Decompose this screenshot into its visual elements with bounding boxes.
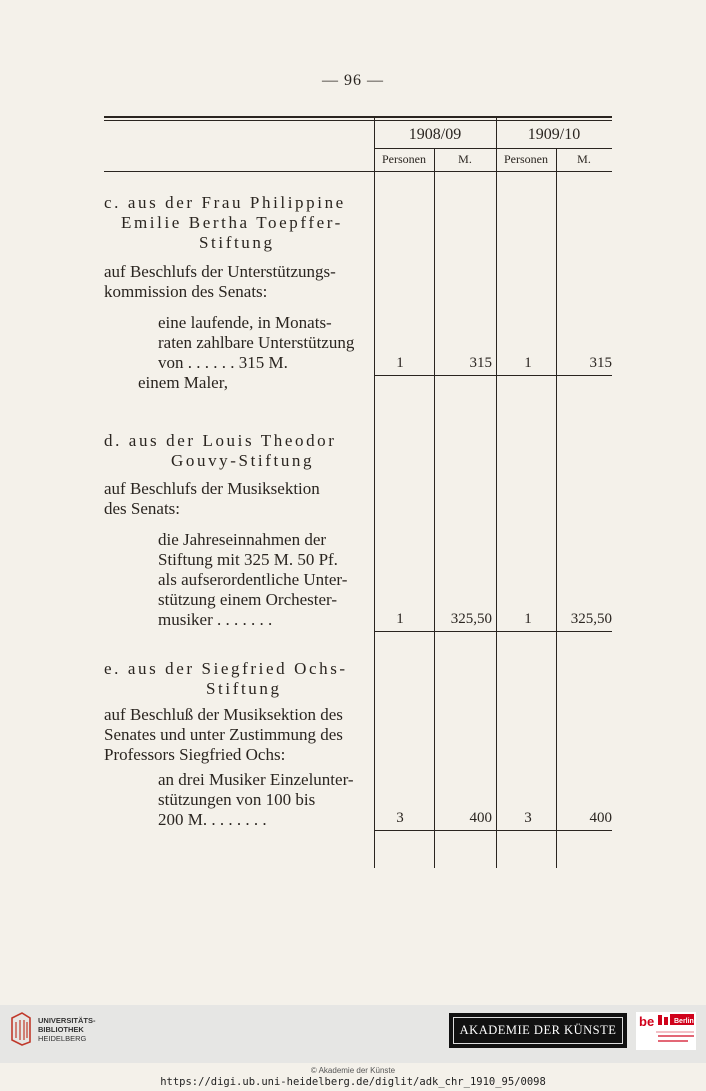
page-number: — 96 — — [322, 72, 384, 89]
entry-c-heading-2: Emilie Bertha Toepffer- — [121, 213, 343, 232]
entry-e-persons-1908: 3 — [396, 810, 404, 826]
entry-d-detail-5: musiker . . . . . . . — [158, 610, 273, 629]
entry-c-detail-3: von . . . . . . 315 M. — [158, 353, 288, 372]
entry-c-basis-1: auf Beschlufs der Unterstützungs- — [104, 262, 336, 281]
entry-e-basis-3: Professors Siegfried Ochs: — [104, 745, 286, 764]
column-year-1909: 1909/10 — [527, 126, 581, 143]
library-line-2: BIBLIOTHEK — [38, 1025, 84, 1034]
akademie-logo[interactable] — [449, 1013, 627, 1048]
entry-d-heading-1: d. aus der Louis Theodor — [104, 431, 337, 450]
entry-e-amount-1908: 400 — [469, 810, 492, 826]
vline-year-split — [496, 118, 497, 868]
entry-e-basis-1: auf Beschluß der Musiksektion des — [104, 705, 343, 724]
entry-c-heading-1: c. aus der Frau Philippine — [104, 193, 346, 212]
entry-d-amount-1908: 325,50 — [450, 611, 492, 627]
svg-text:be: be — [639, 1014, 655, 1029]
entry-c-heading-3: Stiftung — [199, 233, 275, 252]
vline-main — [374, 118, 375, 868]
entry-c-detail-2: raten zahlbare Unterstützung — [158, 333, 355, 352]
entry-e-detail-1: an drei Musiker Einzelunter- — [158, 770, 354, 789]
akademie-logo-text: AKADEMIE DER KÜNSTE — [453, 1017, 623, 1044]
entry-e-persons-1909: 3 — [524, 810, 532, 826]
document-url[interactable]: https://digi.ub.uni-heidelberg.de/diglit/adk_chr_1910_95/0098 — [160, 1076, 546, 1088]
entry-d-sum-rule — [374, 631, 612, 632]
entry-c-amount-1909: 315 — [589, 355, 612, 371]
subheader-personen-2: Personen — [504, 152, 548, 166]
entry-d-persons-1908: 1 — [396, 611, 404, 627]
header-underline — [374, 148, 612, 149]
entry-e-basis-2: Senates und unter Zustimmung des — [104, 725, 343, 744]
library-logo-icon[interactable] — [10, 1012, 32, 1046]
entry-e-detail-3: 200 M. . . . . . . . — [158, 810, 267, 829]
entry-d-basis-1: auf Beschlufs der Musiksektion — [104, 479, 320, 498]
subheader-m-2: M. — [577, 152, 591, 166]
entry-e-detail-2: stützungen von 100 bis — [158, 790, 316, 809]
entry-c-detail-1: eine laufende, in Monats- — [158, 313, 332, 332]
entry-c-sum-rule — [374, 375, 612, 376]
svg-text:Berlin: Berlin — [674, 1018, 694, 1025]
entry-d-detail-1: die Jahreseinnahmen der — [158, 530, 327, 549]
entry-c-persons-1909: 1 — [524, 355, 532, 371]
column-year-1908: 1908/09 — [408, 126, 462, 143]
entry-c-basis-2: kommission des Senats: — [104, 282, 268, 301]
entry-c-persons-1908: 1 — [396, 355, 404, 371]
entry-c-amount-1908: 315 — [469, 355, 492, 371]
subheader-personen-1: Personen — [382, 152, 426, 166]
entry-e-heading-2: Stiftung — [206, 679, 282, 698]
subheader-m-1: M. — [458, 152, 472, 166]
entry-d-detail-4: stützung einem Orchester- — [158, 590, 338, 609]
header-bottom-rule — [104, 171, 612, 172]
library-line-1: UNIVERSITÄTS- — [38, 1016, 96, 1025]
library-line-3: HEIDELBERG — [38, 1034, 87, 1043]
entry-d-heading-2: Gouvy-Stiftung — [171, 451, 315, 470]
top-rule-2 — [104, 120, 612, 121]
top-rule-1 — [104, 116, 612, 118]
entry-d-basis-2: des Senats: — [104, 499, 181, 518]
entry-e-sum-rule — [374, 830, 612, 831]
copyright-notice: © Akademie der Künste — [310, 1066, 396, 1075]
vline-sub-1 — [434, 148, 435, 868]
entry-d-persons-1909: 1 — [524, 611, 532, 627]
entry-c-extra: einem Maler, — [138, 373, 228, 392]
vline-sub-2 — [556, 148, 557, 868]
entry-d-detail-3: als aufserordentliche Unter- — [158, 570, 348, 589]
entry-e-heading-1: e. aus der Siegfried Ochs- — [104, 659, 348, 678]
berlin-logo-icon[interactable] — [636, 1012, 696, 1050]
entry-e-amount-1909: 400 — [589, 810, 612, 826]
entry-d-detail-2: Stiftung mit 325 M. 50 Pf. — [158, 550, 338, 569]
library-name — [38, 1016, 96, 1043]
entry-d-amount-1909: 325,50 — [570, 611, 612, 627]
